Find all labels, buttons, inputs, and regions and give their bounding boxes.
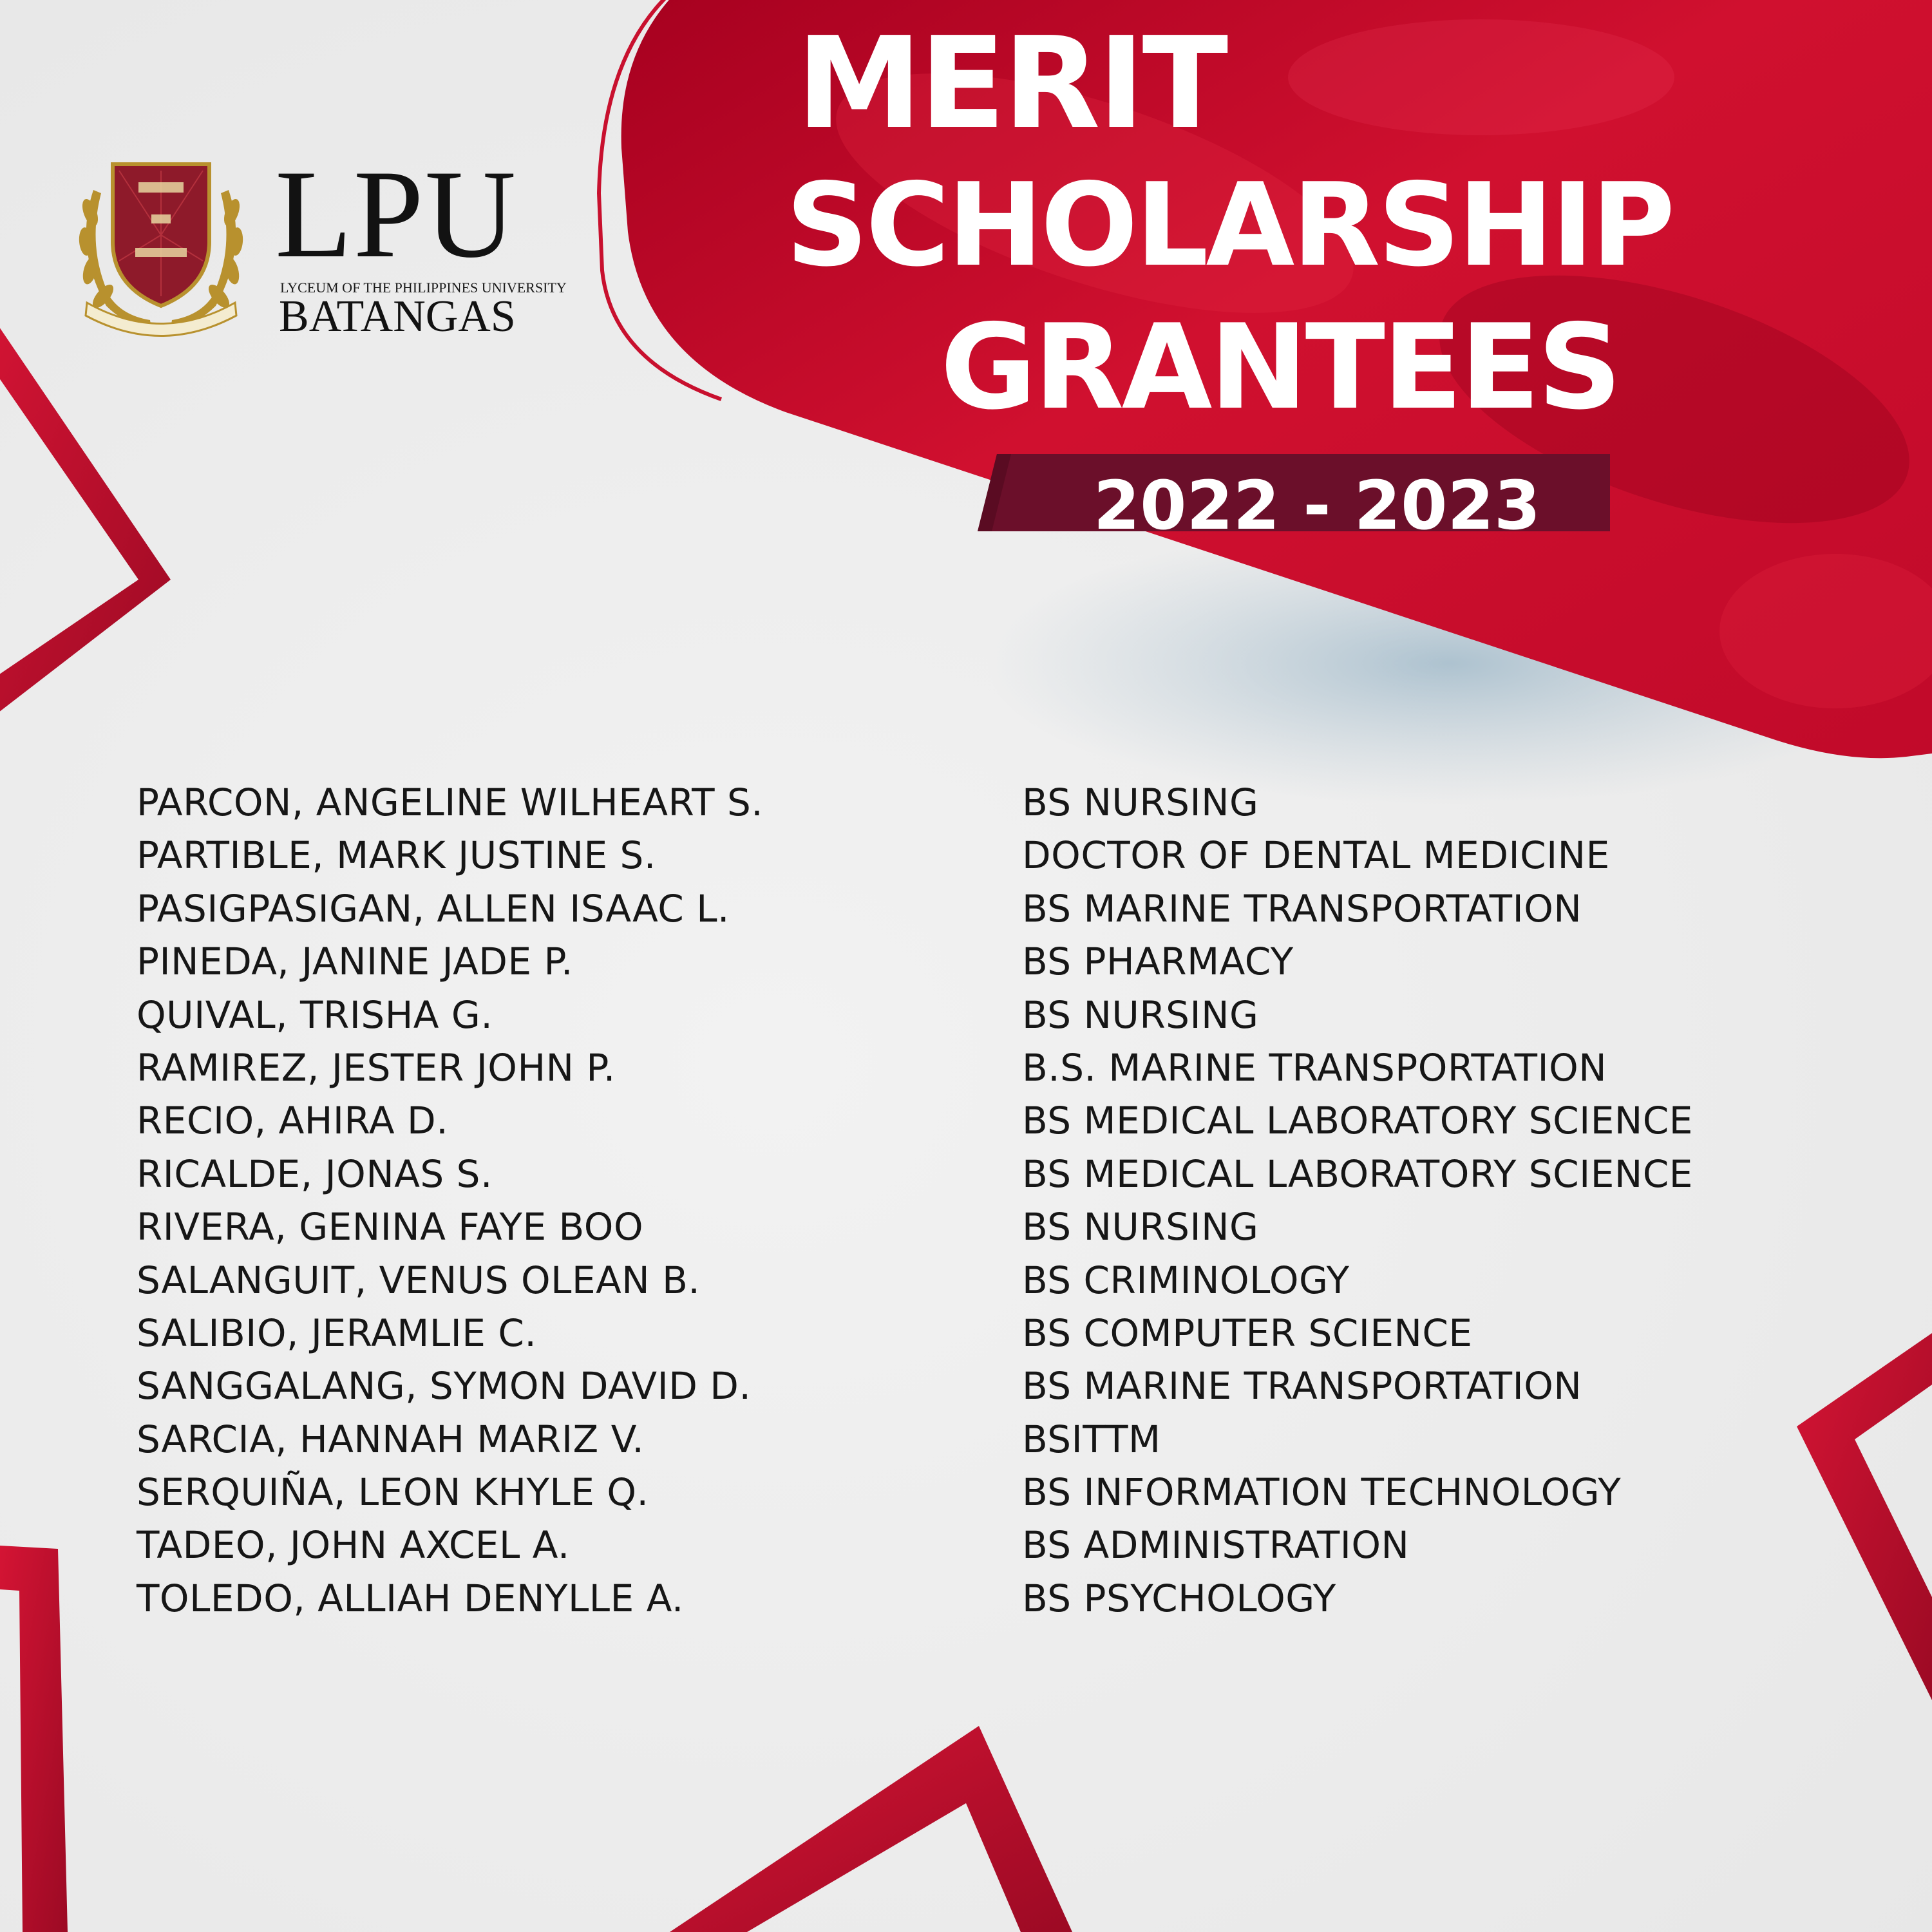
- crest-icon: [68, 151, 254, 345]
- grantee-name: SERQUIÑA, LEON KHYLE Q.: [137, 1470, 649, 1515]
- list-item: [137, 1148, 1843, 1200]
- grantee-name: SARCIA, HANNAH MARIZ V.: [137, 1417, 645, 1461]
- grantee-program: BS CRIMINOLOGY: [1022, 1258, 1350, 1302]
- bottom-center-frame: [670, 1726, 1072, 1932]
- grantee-name: TADEO, JOHN AXCEL A.: [137, 1523, 570, 1567]
- list-item: [137, 776, 1843, 829]
- list-item: [137, 1041, 1843, 1094]
- left-frame: [0, 309, 171, 721]
- university-logo: [68, 144, 567, 345]
- list-item: [137, 1572, 1843, 1625]
- list-item: [137, 1094, 1843, 1147]
- grantee-program: BS NURSING: [1022, 992, 1259, 1037]
- list-item: [137, 1519, 1843, 1571]
- logo-subtitle: LYCEUM OF THE PHILIPPINES UNIVERSITY: [280, 279, 567, 296]
- grantee-program: BS MARINE TRANSPORTATION: [1022, 1364, 1582, 1408]
- list-item: [137, 882, 1843, 935]
- grantee-program: BS COMPUTER SCIENCE: [1022, 1311, 1473, 1355]
- list-item: [137, 989, 1843, 1041]
- grantee-name: PARTIBLE, MARK JUSTINE S.: [137, 833, 656, 878]
- grantee-name: PASIGPASIGAN, ALLEN ISAAC L.: [137, 886, 730, 931]
- list-item: [137, 1466, 1843, 1519]
- grantee-name: QUIVAL, TRISHA G.: [137, 992, 493, 1037]
- grantee-program: B.S. MARINE TRANSPORTATION: [1022, 1045, 1607, 1090]
- grantee-program: DOCTOR OF DENTAL MEDICINE: [1022, 833, 1610, 878]
- title-block: [670, 0, 1932, 451]
- title-line-2: SCHOLARSHIP: [786, 158, 1673, 292]
- grantee-program: BS MEDICAL LABORATORY SCIENCE: [1022, 1151, 1693, 1196]
- grantee-name: TOLEDO, ALLIAH DENYLLE A.: [137, 1576, 684, 1620]
- grantee-program: BS INFORMATION TECHNOLOGY: [1022, 1470, 1622, 1515]
- list-item: [137, 1200, 1843, 1253]
- grantee-name: SALANGUIT, VENUS OLEAN B.: [137, 1258, 701, 1302]
- grantee-name: RAMIREZ, JESTER JOHN P.: [137, 1045, 616, 1090]
- grantee-program: BS PHARMACY: [1022, 940, 1294, 984]
- grantee-program: BS ADMINISTRATION: [1022, 1523, 1410, 1567]
- grantee-program: BS NURSING: [1022, 781, 1259, 824]
- title-line-1: MERIT: [796, 10, 1226, 157]
- grantee-name: RICALDE, JONAS S.: [137, 1151, 493, 1196]
- list-item: [137, 1413, 1843, 1466]
- grantee-name: PARCON, ANGELINE WILHEART S.: [137, 781, 764, 824]
- list-item: [137, 1359, 1843, 1412]
- grantee-program: BS NURSING: [1022, 1205, 1259, 1249]
- grantee-program: BS PSYCHOLOGY: [1022, 1576, 1336, 1620]
- grantee-name: RECIO, AHIRA D.: [137, 1099, 449, 1143]
- grantee-list: [137, 776, 1843, 1625]
- grantee-name: SALIBIO, JERAMLIE C.: [137, 1311, 537, 1355]
- grantee-name: PINEDA, JANINE JADE P.: [137, 940, 573, 984]
- logo-name: LPU: [275, 144, 518, 284]
- bottom-left-frame: [0, 1546, 68, 1932]
- list-item: [137, 1254, 1843, 1307]
- school-year: 2022 - 2023: [1093, 466, 1541, 545]
- grantee-name: RIVERA, GENINA FAYE BOO: [137, 1205, 644, 1249]
- list-item: [137, 1307, 1843, 1359]
- list-item: [137, 829, 1843, 882]
- list-item: [137, 935, 1843, 988]
- grantee-program: BS MARINE TRANSPORTATION: [1022, 886, 1582, 931]
- grantee-program: BSITTM: [1022, 1417, 1161, 1461]
- grantee-program: BS MEDICAL LABORATORY SCIENCE: [1022, 1099, 1693, 1143]
- logo-campus: BATANGAS: [279, 292, 516, 341]
- grantee-name: SANGGALANG, SYMON DAVID D.: [137, 1364, 752, 1408]
- title-line-3: GRANTEES: [940, 299, 1620, 435]
